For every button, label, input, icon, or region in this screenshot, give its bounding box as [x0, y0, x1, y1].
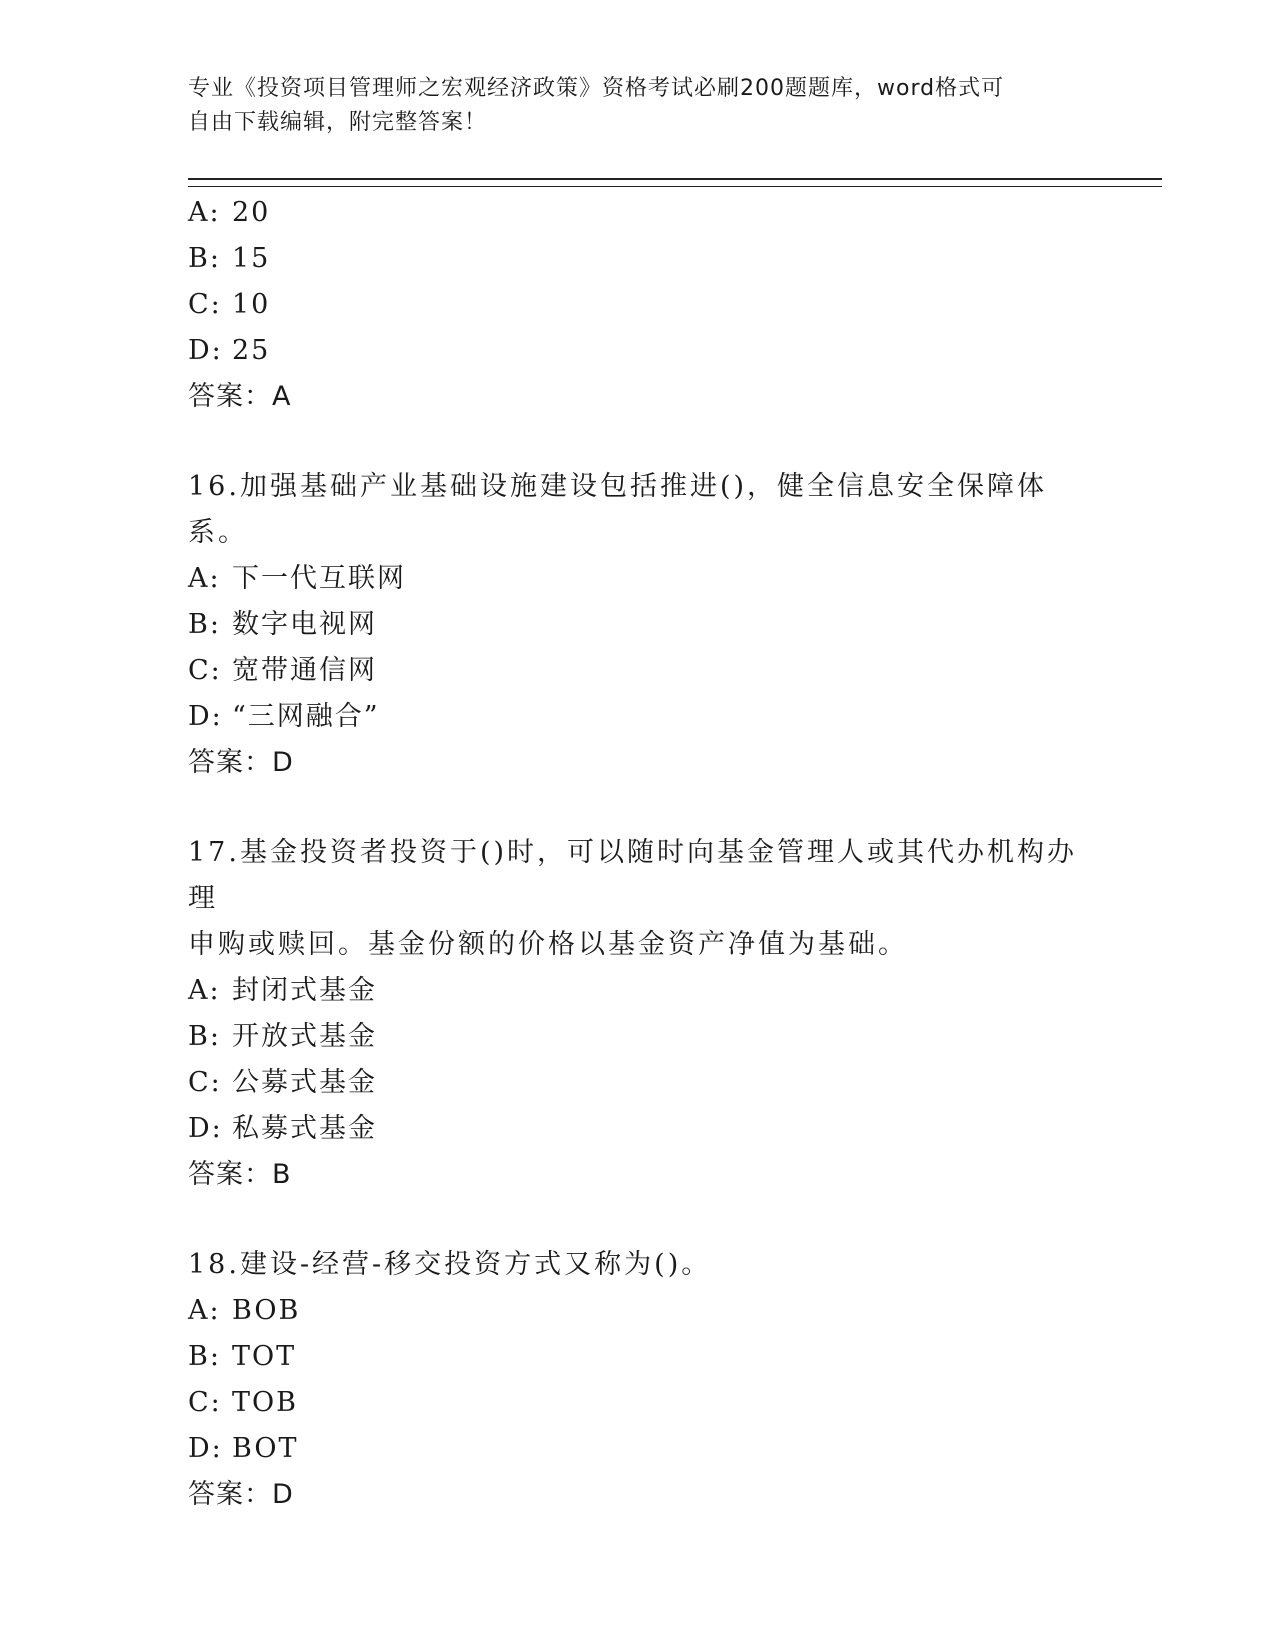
option-b [188, 1014, 1148, 1060]
question-stem-line-2: 申购或赎回。基金份额的价格以基金资产净值为基础。 [188, 929, 908, 960]
option-text: 25 [232, 335, 271, 366]
option-d [188, 328, 1148, 374]
question-stem: 18.建设-经营-移交投资方式又称为()。 [188, 1249, 712, 1280]
option-label: B: [188, 1341, 221, 1372]
question-18 [188, 1242, 1148, 1518]
option-label: B: [188, 243, 221, 274]
option-text: 10 [232, 289, 271, 320]
option-label: D: [188, 335, 223, 366]
option-text: 20 [232, 197, 271, 228]
option-text: 私募式基金 [232, 1113, 377, 1144]
header-divider [188, 178, 1162, 187]
answer: 答案：D [188, 1479, 294, 1510]
option-label: C: [188, 289, 222, 320]
option-a [188, 968, 1148, 1014]
option-text: 封闭式基金 [232, 975, 377, 1006]
option-text: TOB [232, 1387, 298, 1418]
option-a [188, 556, 1148, 602]
option-a [188, 190, 1148, 236]
option-text: “三网融合” [232, 701, 380, 732]
option-c [188, 648, 1148, 694]
option-label: A: [188, 563, 221, 594]
option-c [188, 1060, 1148, 1106]
question-stem-line-1: 17.基金投资者投资于()时，可以随时向基金管理人或其代办机构办理 [188, 837, 1078, 914]
option-b [188, 602, 1148, 648]
question-stem: 16.加强基础产业基础设施建设包括推进()，健全信息安全保障体系。 [188, 471, 1048, 548]
question-16 [188, 464, 1148, 786]
option-d [188, 694, 1148, 740]
question-15 [188, 190, 1148, 420]
option-text: BOB [232, 1295, 301, 1326]
option-label: B: [188, 609, 221, 640]
question-17 [188, 830, 1148, 1198]
option-label: A: [188, 197, 221, 228]
option-label: D: [188, 701, 223, 732]
option-label: C: [188, 655, 222, 686]
option-text: 宽带通信网 [232, 655, 377, 686]
question-list [188, 190, 1148, 1518]
answer: 答案：B [188, 1159, 292, 1190]
document-header [188, 72, 1068, 140]
option-a [188, 1288, 1148, 1334]
option-d [188, 1106, 1148, 1152]
header-line-1: 专业《投资项目管理师之宏观经济政策》资格考试必刷200题题库，word格式可 [188, 76, 1005, 101]
option-label: C: [188, 1067, 222, 1098]
option-c [188, 1380, 1148, 1426]
option-text: 公募式基金 [232, 1067, 377, 1098]
option-text: 开放式基金 [232, 1021, 377, 1052]
option-b [188, 236, 1148, 282]
option-text: TOT [232, 1341, 297, 1372]
option-label: D: [188, 1433, 223, 1464]
answer: 答案：A [188, 381, 292, 412]
option-text: 15 [232, 243, 271, 274]
option-label: C: [188, 1387, 222, 1418]
option-label: A: [188, 975, 221, 1006]
option-text: BOT [232, 1433, 299, 1464]
option-text: 数字电视网 [232, 609, 377, 640]
option-text: 下一代互联网 [232, 563, 406, 594]
option-b [188, 1334, 1148, 1380]
option-label: A: [188, 1295, 221, 1326]
option-label: D: [188, 1113, 223, 1144]
option-label: B: [188, 1021, 221, 1052]
option-c [188, 282, 1148, 328]
option-d [188, 1426, 1148, 1472]
answer: 答案：D [188, 747, 294, 778]
header-line-2: 自由下载编辑，附完整答案！ [188, 110, 488, 135]
